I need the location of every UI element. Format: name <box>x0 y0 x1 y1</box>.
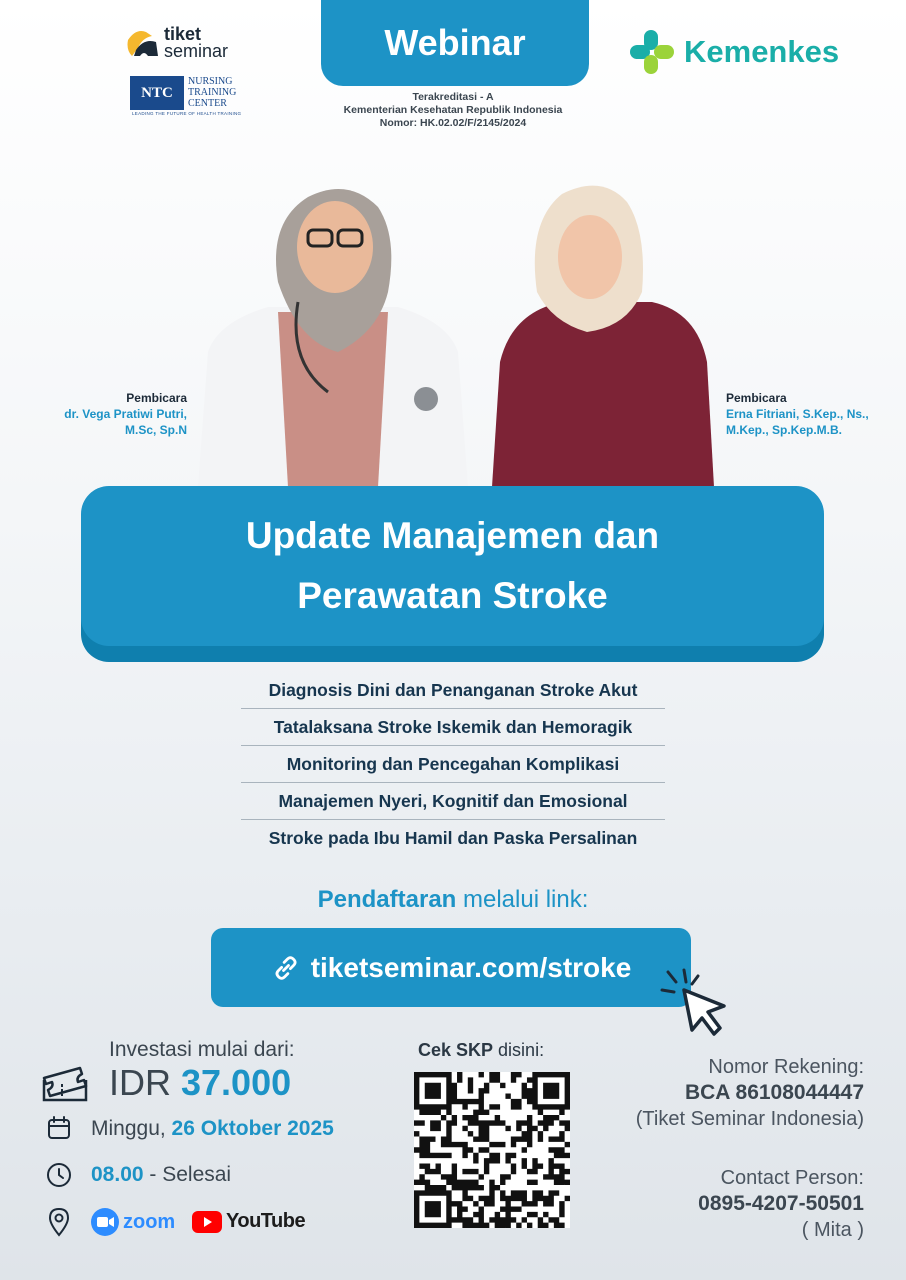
contact-info <box>590 1165 864 1243</box>
contact-phone: 0895-4207-50501 <box>698 1192 864 1215</box>
topic-item: Tatalaksana Stroke Iskemik dan Hemoragik <box>241 709 665 746</box>
tiketseminar-line1: tiket <box>164 24 202 44</box>
location-pin-icon <box>48 1207 70 1237</box>
cursor-click-icon <box>660 968 732 1038</box>
ticket-icon <box>122 26 162 62</box>
topic-list <box>241 672 665 857</box>
contact-label: Contact Person: <box>720 1167 864 1189</box>
ntc-mark: NTC <box>130 76 184 110</box>
accreditation-text: Terakreditasi - A Kementerian Kesehatan Republik Indonesia Nomor: HK.02.02/F/2145/2024 <box>343 91 563 129</box>
tiketseminar-logo <box>122 24 252 64</box>
registration-link-text[interactable]: tiketseminar.com/stroke <box>310 951 632 983</box>
registration-label: Pendaftaran melalui link: <box>317 886 589 913</box>
kemenkes-icon <box>628 28 676 76</box>
qr-code[interactable] <box>414 1072 570 1228</box>
registration-link-button[interactable] <box>211 928 691 1007</box>
topic-item: Stroke pada Ibu Hamil dan Paska Persalinan <box>268 828 638 848</box>
investment-label: Investasi mulai dari: <box>109 1038 295 1061</box>
topic-item: Manajemen Nyeri, Kognitif dan Emosional <box>241 783 665 820</box>
ntc-text: NURSING TRAINING CENTER <box>188 76 237 109</box>
skp-label: Cek SKP disini: <box>418 1040 545 1060</box>
speaker-1-label: Pembicara dr. Vega Pratiwi Putri, M.Sc, Sp.N <box>64 391 187 437</box>
kemenkes-logo <box>628 26 868 78</box>
topic-item: Monitoring dan Pencegahan Komplikasi <box>241 746 665 783</box>
investment-price: IDR 37.000 <box>109 1062 292 1103</box>
tiketseminar-line2: seminar <box>164 41 229 61</box>
bank-info <box>590 1054 864 1132</box>
event-title: Update Manajemen dan Perawatan Stroke <box>81 486 824 646</box>
bank-account: BCA 86108044447 <box>684 1081 864 1104</box>
topic-item: Diagnosis Dini dan Penanganan Stroke Akut <box>241 672 665 709</box>
bank-label: Nomor Rekening: <box>708 1056 864 1078</box>
speaker-2-label: Pembicara Erna Fitriani, S.Kep., Ns., M.Kep., Sp.Kep.M.B. <box>726 391 869 437</box>
calendar-icon <box>47 1116 71 1140</box>
speaker-1-photo <box>198 182 468 487</box>
youtube-logo: YouTube <box>192 1210 305 1233</box>
event-time: 08.00 - Selesai <box>91 1163 232 1186</box>
ntc-logo <box>128 74 258 118</box>
link-icon <box>271 953 301 983</box>
webinar-badge: Webinar <box>321 0 589 86</box>
speaker-2-photo <box>492 182 714 487</box>
zoom-logo: zoom <box>91 1208 175 1236</box>
contact-name: ( Mita ) <box>801 1219 864 1241</box>
kemenkes-text: Kemenkes <box>684 34 840 69</box>
ntc-tagline: LEADING THE FUTURE OF HEALTH TRAINING <box>132 111 242 116</box>
event-date: Minggu, 26 Oktober 2025 <box>91 1117 334 1140</box>
youtube-icon <box>192 1211 222 1233</box>
clock-icon <box>46 1162 72 1188</box>
bank-holder: (Tiket Seminar Indonesia) <box>635 1108 864 1130</box>
ticket-icon <box>40 1064 90 1104</box>
zoom-icon <box>91 1208 119 1236</box>
